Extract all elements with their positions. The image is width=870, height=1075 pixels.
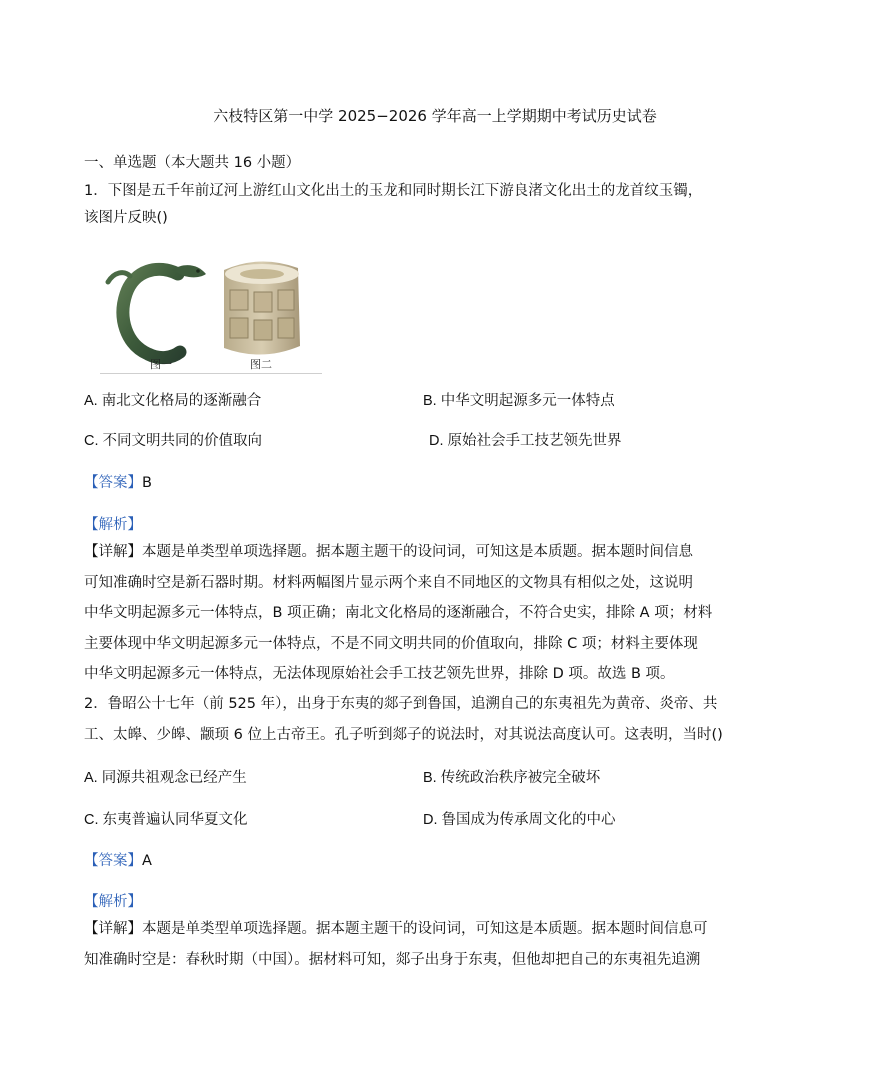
answer-value: B xyxy=(142,475,152,491)
detail-line: 中华文明起源多元一体特点，B 项正确；南北文化格局的逐渐融合，不符合史实，排除 A 项；材料 xyxy=(84,605,713,621)
answer-value: A xyxy=(142,853,152,869)
question-2-detail xyxy=(84,914,750,975)
detail-line: 【详解】本题是单类型单项选择题。据本题主题干的设问词，可知这是本质题。据本题时间信息 xyxy=(84,544,693,560)
question-1-option-c[interactable]: C. 不同文明共同的价值取向 xyxy=(84,433,263,449)
page-title: 六枝特区第一中学 2025−2026 学年高一上学期期中考试历史试卷 xyxy=(213,107,657,125)
question-1-stem xyxy=(84,178,754,232)
detail-line: 主要体现中华文明起源多元一体特点，不是不同文明共同的价值取向，排除 C 项；材料主要体现 xyxy=(84,635,698,652)
question-1-analysis-label: 【解析】 xyxy=(84,517,142,533)
question-1-stem-line2: 该图片反映() xyxy=(84,210,168,226)
answer-label: 【答案】 xyxy=(84,475,142,491)
question-1-option-a[interactable]: A. 南北文化格局的逐渐融合 xyxy=(84,393,262,409)
figure-underline xyxy=(100,373,322,374)
question-2-stem-line1: 2．鲁昭公十七年（前 525 年），出身于东夷的郯子到鲁国，追溯自己的东夷祖先为黄帝、炎帝、共 xyxy=(84,696,718,712)
question-2-option-c[interactable]: C. 东夷普遍认同华夏文化 xyxy=(84,812,248,828)
section-heading: 一、单选题（本大题共 16 小题） xyxy=(84,155,301,171)
detail-line: 【详解】本题是单类型单项选择题。据本题主题干的设问词，可知这是本质题。据本题时间信息可 xyxy=(84,921,708,937)
question-2-option-b[interactable]: B. 传统政治秩序被完全破坏 xyxy=(423,770,601,786)
question-1-option-b[interactable]: B. 中华文明起源多元一体特点 xyxy=(423,393,615,409)
question-2-option-d[interactable]: D. 鲁国成为传承周文化的中心 xyxy=(423,812,616,828)
jade-artifacts-image xyxy=(100,256,322,374)
answer-label: 【答案】 xyxy=(84,853,142,869)
jade-dragon-image xyxy=(108,265,206,358)
question-1-stem-line1: 1．下图是五千年前辽河上游红山文化出土的玉龙和同时期长江下游良渚文化出土的龙首纹玉镯， xyxy=(84,183,703,199)
figure-caption-1: 图一 xyxy=(150,358,172,371)
detail-line: 中华文明起源多元一体特点，无法体现原始社会手工技艺领先世界，排除 D 项。故选 B 项。 xyxy=(84,666,675,682)
jade-bracelet-image xyxy=(224,261,300,354)
question-1-answer xyxy=(84,471,152,492)
detail-line: 知准确时空是：春秋时期（中国）。据材料可知，郯子出身于东夷，但他却把自己的东夷祖先追溯 xyxy=(84,951,701,968)
question-2-stem-line2: 工、太皞、少皞、颛顼 6 位上古帝王。孔子听到郯子的说法时，对其说法高度认可。这表明，当时() xyxy=(84,726,723,743)
question-1-detail xyxy=(84,537,750,690)
question-2-answer xyxy=(84,849,152,870)
figure-caption-2: 图二 xyxy=(250,358,272,371)
question-1-option-d[interactable]: D. 原始社会手工技艺领先世界 xyxy=(429,433,622,449)
question-2-stem xyxy=(84,689,764,750)
question-2-option-a[interactable]: A. 同源共祖观念已经产生 xyxy=(84,770,247,786)
question-2-analysis-label: 【解析】 xyxy=(84,894,142,910)
question-1-figure xyxy=(100,256,322,374)
detail-line: 可知准确时空是新石器时期。材料两幅图片显示两个来自不同地区的文物具有相似之处，这说明 xyxy=(84,574,693,591)
